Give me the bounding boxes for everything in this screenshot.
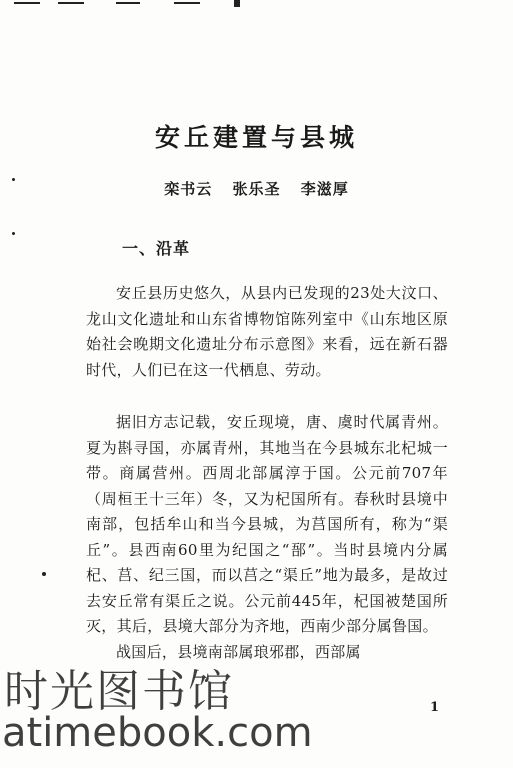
top-edge-marks (0, 0, 513, 8)
scan-speck (42, 572, 46, 576)
scan-speck (12, 178, 15, 181)
article-authors: 栾书云 张乐圣 李滋厚 (164, 180, 349, 198)
scan-speck (12, 232, 15, 235)
watermark-chinese: 时光图书馆 (4, 666, 234, 717)
page-number: 1 (430, 700, 440, 715)
article-title: 安丘建置与县城 (154, 123, 358, 152)
watermark-url: atimebook.com (2, 710, 313, 756)
paragraph-text: 据旧方志记载，安丘现境，唐、虞时代属青州。夏为斟寻国，亦属青州，其地当在今县城东北杞城一带。商属营州。西周北部属淳于国。公元前707年（周桓王十三年）冬，又为杞国所有。春秋时县境中南部，包括牟山和当今县城，为莒国所有，称为“渠丘”。县西南60里为纪国之“郚”。当时县境内分属杞、莒、纪三国，而以莒之“渠丘”地为最多，是故过去安丘常有渠丘之说。公元前445年，杞国被楚国所灭，其后，县境大部分为齐地，西南少部分属鲁国。 (86, 413, 448, 635)
paragraph-2 (86, 410, 448, 665)
paragraph-1 (86, 281, 448, 383)
section-heading: 一、沿革 (122, 239, 191, 258)
paragraph-text: 安丘县历史悠久，从县内已发现的23处大汶口、龙山文化遗址和山东省博物馆陈列室中《山东地区原始社会晚期文化遗址分布示意图》来看，远在新石器时代，人们已在这一代栖息、劳动。 (86, 284, 448, 379)
paragraph-text: 战国后，县境南部属琅邪郡，西部属 (116, 642, 361, 661)
